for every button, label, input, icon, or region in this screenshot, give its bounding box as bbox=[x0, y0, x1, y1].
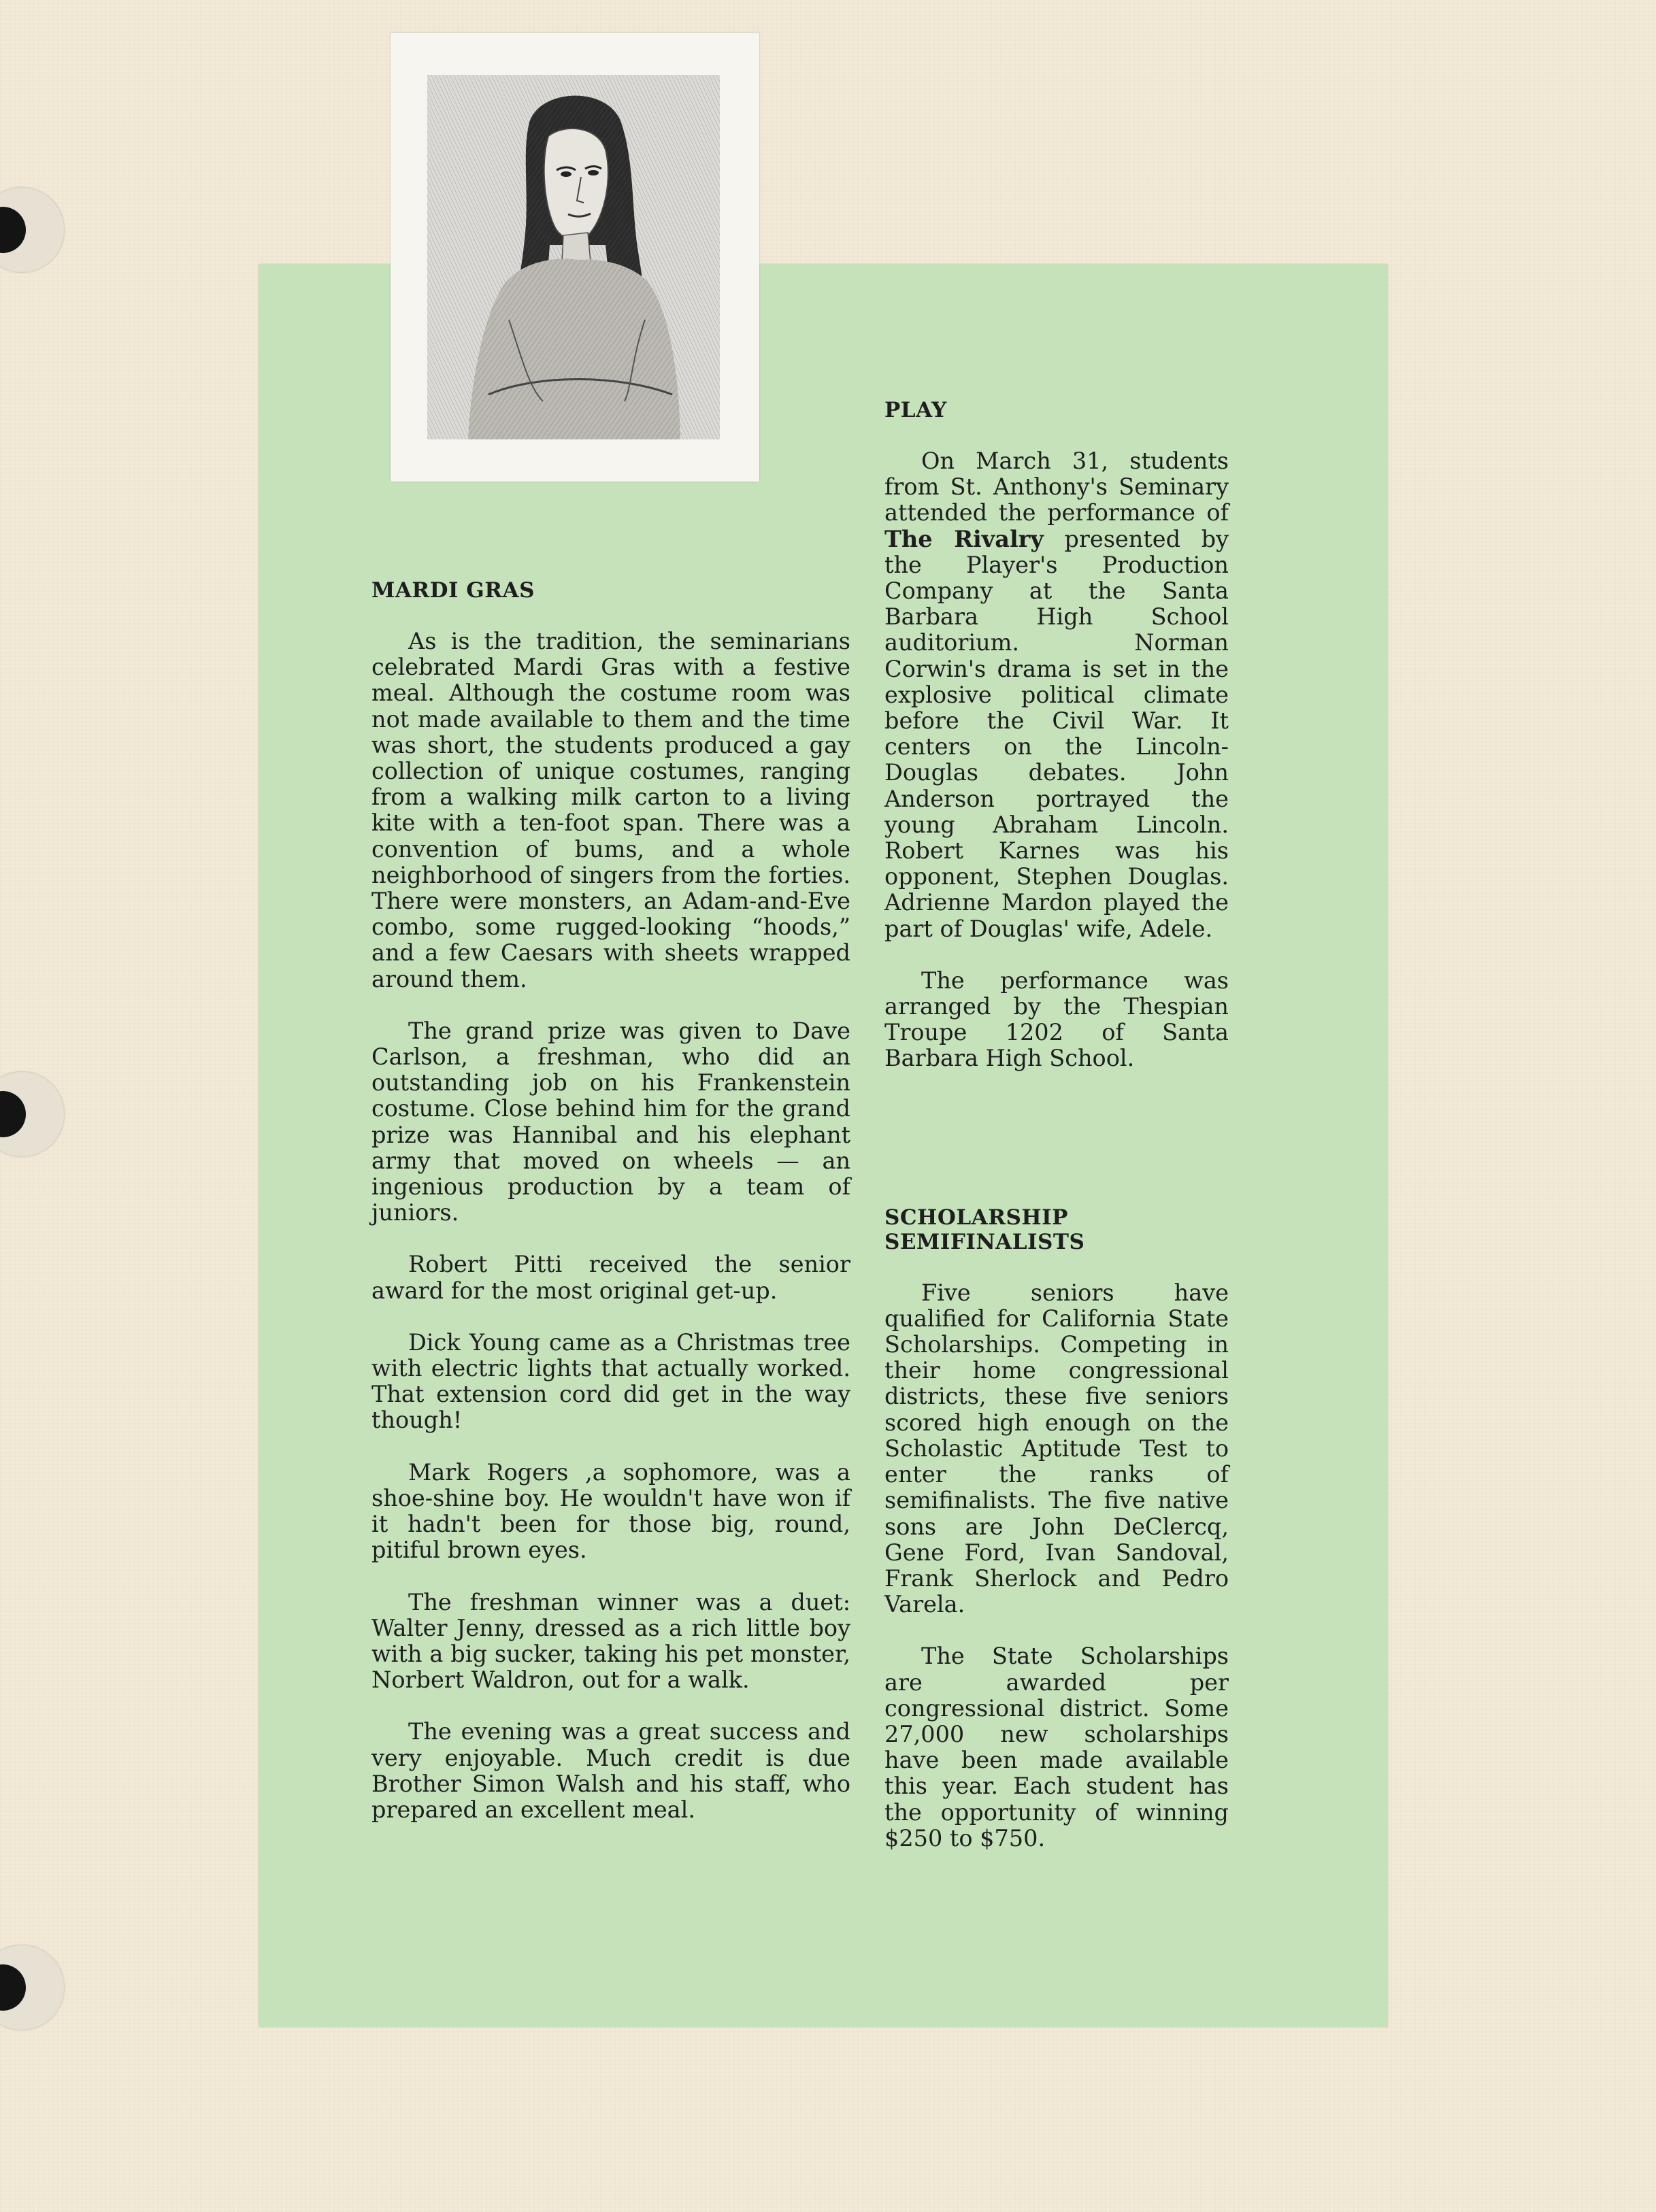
play-text: On March 31, students from St. Anthony's Seminary attended the performance of bbox=[884, 448, 1229, 526]
play-text: presented by the Player's Production Company at the Santa Barbara High School auditorium. Norman Corwin's drama is set in the explosive political climate before the Civil War. It centers on the Lincoln-Douglas debates. John Anderson portrayed the young Abraham Lincoln. Robert Karnes was his opponent, Stephen Douglas. Adrienne Mardon played the part of Douglas' wife, Adele. bbox=[884, 525, 1229, 942]
play-paragraph: The performance was arranged by the Thespian Troupe 1202 of Santa Barbara High School. bbox=[884, 967, 1229, 1072]
binder-hole bbox=[0, 1072, 64, 1156]
binder-hole bbox=[0, 1945, 64, 2030]
portrait-mount bbox=[391, 33, 759, 482]
binder-hole bbox=[0, 188, 64, 272]
mardi-gras-paragraph: The freshman winner was a duet: Walter Jenny, dressed as a rich little boy with a big sucker, taking his pet monster, Norbert Waldron, out for a walk. bbox=[371, 1588, 850, 1694]
mardi-gras-paragraph: Mark Rogers ,a sophomore, was a shoe-shine boy. He wouldn't have won if it hadn't been for those big, round, pitiful brown eyes. bbox=[371, 1458, 850, 1564]
scholarship-paragraph: The State Scholarships are awarded per congressional district. Some 27,000 new scholarships have been made available this year. Each student has the opportunity of winning $250 to $750. bbox=[884, 1643, 1229, 1851]
play-heading: PLAY bbox=[884, 398, 947, 422]
mardi-gras-heading: MARDI GRAS bbox=[371, 578, 535, 603]
portrait-sketch bbox=[427, 75, 720, 439]
play-paragraph bbox=[884, 448, 1229, 942]
mardi-gras-paragraph: Robert Pitti received the senior award for the most original get-up. bbox=[371, 1251, 850, 1304]
mardi-gras-paragraph: Dick Young came as a Christmas tree with electric lights that actually worked. That extension cord did get in the way though! bbox=[371, 1328, 850, 1434]
scholarship-heading: SCHOLARSHIP SEMIFINALISTS bbox=[884, 1205, 1085, 1254]
right-column bbox=[884, 398, 1229, 1851]
scholarship-paragraph: Five seniors have qualified for California State Scholarships. Competing in their home congressional districts, these five seniors scored high enough on the Scholastic Aptitude Test to enter the ranks of semifinalists. The five native sons are John DeClercq, Gene Ford, Ivan Sandoval, Frank Sherlock and Pedro Varela. bbox=[884, 1279, 1229, 1618]
mardi-gras-paragraph: The evening was a great success and very enjoyable. Much credit is due Brother Simon Walsh and his staff, who prepared an excellent meal. bbox=[371, 1718, 850, 1823]
mardi-gras-article bbox=[371, 578, 850, 1823]
play-title: The Rivalry bbox=[884, 525, 1044, 552]
mardi-gras-paragraph: The grand prize was given to Dave Carlson, a freshman, who did an outstanding job on his Frankenstein costume. Close behind him for the grand prize was Hannibal and his elephant army that moved on wheels — an ingenious production by a team of juniors. bbox=[371, 1017, 850, 1226]
mardi-gras-paragraph: As is the tradition, the seminarians celebrated Mardi Gras with a festive meal. Although the costume room was not made available to them and the time was short, the students produced a gay collection of unique costumes, ranging from a walking milk carton to a living kite with a ten-foot span. There was a convention of bums, and a whole neighborhood of singers from the forties. There were monsters, an Adam-and-Eve combo, some rugged-looking “hoods,” and a few Caesars with sheets wrapped around them. bbox=[371, 628, 850, 992]
